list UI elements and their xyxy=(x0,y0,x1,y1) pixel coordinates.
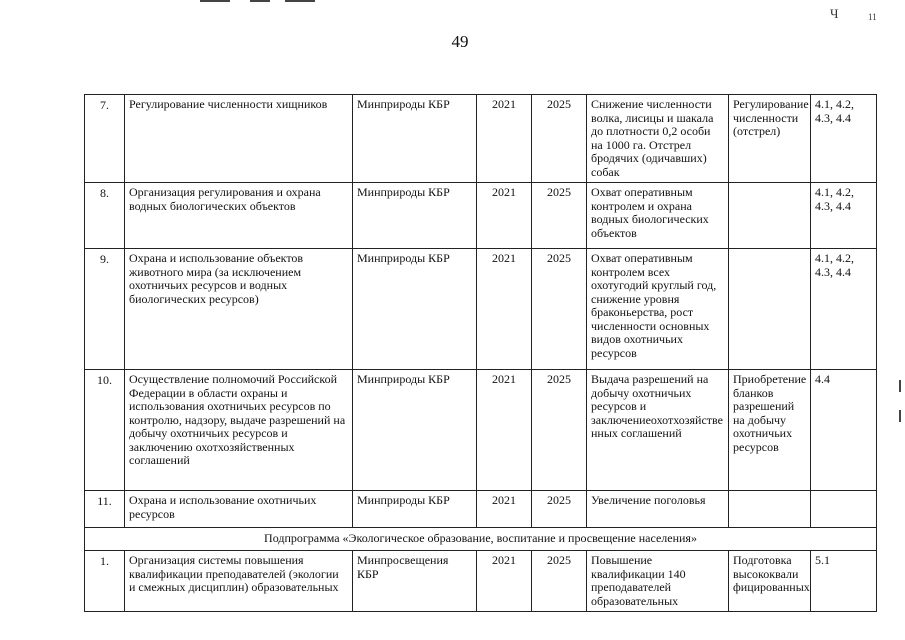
expected-result: Снижение численности волка, лисицы и шакала до плотности 0,2 особи на 1000 га. Отстрел бродячих (одичавших) собак xyxy=(587,95,729,183)
executor: Минприроды КБР xyxy=(353,491,477,528)
table-row xyxy=(85,370,877,491)
link-indicators: 4.4 xyxy=(811,370,877,491)
section-title: Подпрограмма «Экологическое образование, воспитание и просвещение населения» xyxy=(85,528,877,551)
indicator xyxy=(729,491,811,528)
start-year: 2021 xyxy=(477,370,532,491)
table-row xyxy=(85,95,877,183)
plan-table xyxy=(84,94,877,612)
indicator: Приобретение бланков разрешений на добычу охотничьих ресурсов xyxy=(729,370,811,491)
scan-artifact xyxy=(200,0,230,2)
table-row xyxy=(85,249,877,370)
table-row xyxy=(85,551,877,612)
start-year: 2021 xyxy=(477,551,532,612)
link-indicators: 5.1 xyxy=(811,551,877,612)
indicator: Подготовка высококвали фицированных xyxy=(729,551,811,612)
start-year: 2021 xyxy=(477,249,532,370)
scan-artifact xyxy=(285,0,315,2)
indicator: Регулирование численности (отстрел) xyxy=(729,95,811,183)
end-year: 2025 xyxy=(532,370,587,491)
expected-result: Охват оперативным контролем и охрана водных биологических объектов xyxy=(587,183,729,249)
expected-result: Охват оперативным контролем всех охотугодий круглый год, снижение уровня браконьерства, рост численности основных видов охотничьих ресурсов xyxy=(587,249,729,370)
start-year: 2021 xyxy=(477,491,532,528)
executor: Минприроды КБР xyxy=(353,183,477,249)
executor: Минпросвещения КБР xyxy=(353,551,477,612)
section-row xyxy=(85,528,877,551)
executor: Минприроды КБР xyxy=(353,370,477,491)
table-row xyxy=(85,183,877,249)
row-number: 9. xyxy=(85,249,125,370)
start-year: 2021 xyxy=(477,183,532,249)
executor: Минприроды КБР xyxy=(353,95,477,183)
executor: Минприроды КБР xyxy=(353,249,477,370)
indicator xyxy=(729,183,811,249)
corner-mark-2: 11 xyxy=(868,12,877,22)
link-indicators: 4.1, 4.2, 4.3, 4.4 xyxy=(811,249,877,370)
page-number: 49 xyxy=(451,32,469,51)
end-year: 2025 xyxy=(532,249,587,370)
activity-name: Охрана и использование объектов животного мира (за исключением охотничьих ресурсов и водных биологических ресурсов) xyxy=(125,249,353,370)
row-number: 11. xyxy=(85,491,125,528)
end-year: 2025 xyxy=(532,551,587,612)
activity-name: Организация системы повышения квалификации преподавателей (экологии и смежных дисциплин) образовательных xyxy=(125,551,353,612)
link-indicators xyxy=(811,491,877,528)
end-year: 2025 xyxy=(532,95,587,183)
end-year: 2025 xyxy=(532,183,587,249)
row-number: 7. xyxy=(85,95,125,183)
link-indicators: 4.1, 4.2, 4.3, 4.4 xyxy=(811,183,877,249)
scan-artifact xyxy=(899,380,901,392)
scan-artifact xyxy=(899,410,901,422)
link-indicators: 4.1, 4.2, 4.3, 4.4 xyxy=(811,95,877,183)
activity-name: Регулирование численности хищников xyxy=(125,95,353,183)
activity-name: Охрана и использование охотничьих ресурсов xyxy=(125,491,353,528)
scan-artifact xyxy=(250,0,270,2)
expected-result: Повышение квалификации 140 преподавателей образовательных xyxy=(587,551,729,612)
indicator xyxy=(729,249,811,370)
row-number: 1. xyxy=(85,551,125,612)
start-year: 2021 xyxy=(477,95,532,183)
corner-mark: Ч xyxy=(830,6,839,21)
end-year: 2025 xyxy=(532,491,587,528)
activity-name: Осуществление полномочий Российской Федерации в области охраны и использования охотничьих ресурсов по контролю, надзору, выдаче разрешений на добычу охотничьих ресурсов и заключению охотхозяйственных соглашений xyxy=(125,370,353,491)
row-number: 8. xyxy=(85,183,125,249)
expected-result: Выдача разрешений на добычу охотничьих ресурсов и заключениеохотхозяйстве нных соглашений xyxy=(587,370,729,491)
expected-result: Увеличение поголовья xyxy=(587,491,729,528)
row-number: 10. xyxy=(85,370,125,491)
activity-name: Организация регулирования и охрана водных биологических объектов xyxy=(125,183,353,249)
table-row xyxy=(85,491,877,528)
